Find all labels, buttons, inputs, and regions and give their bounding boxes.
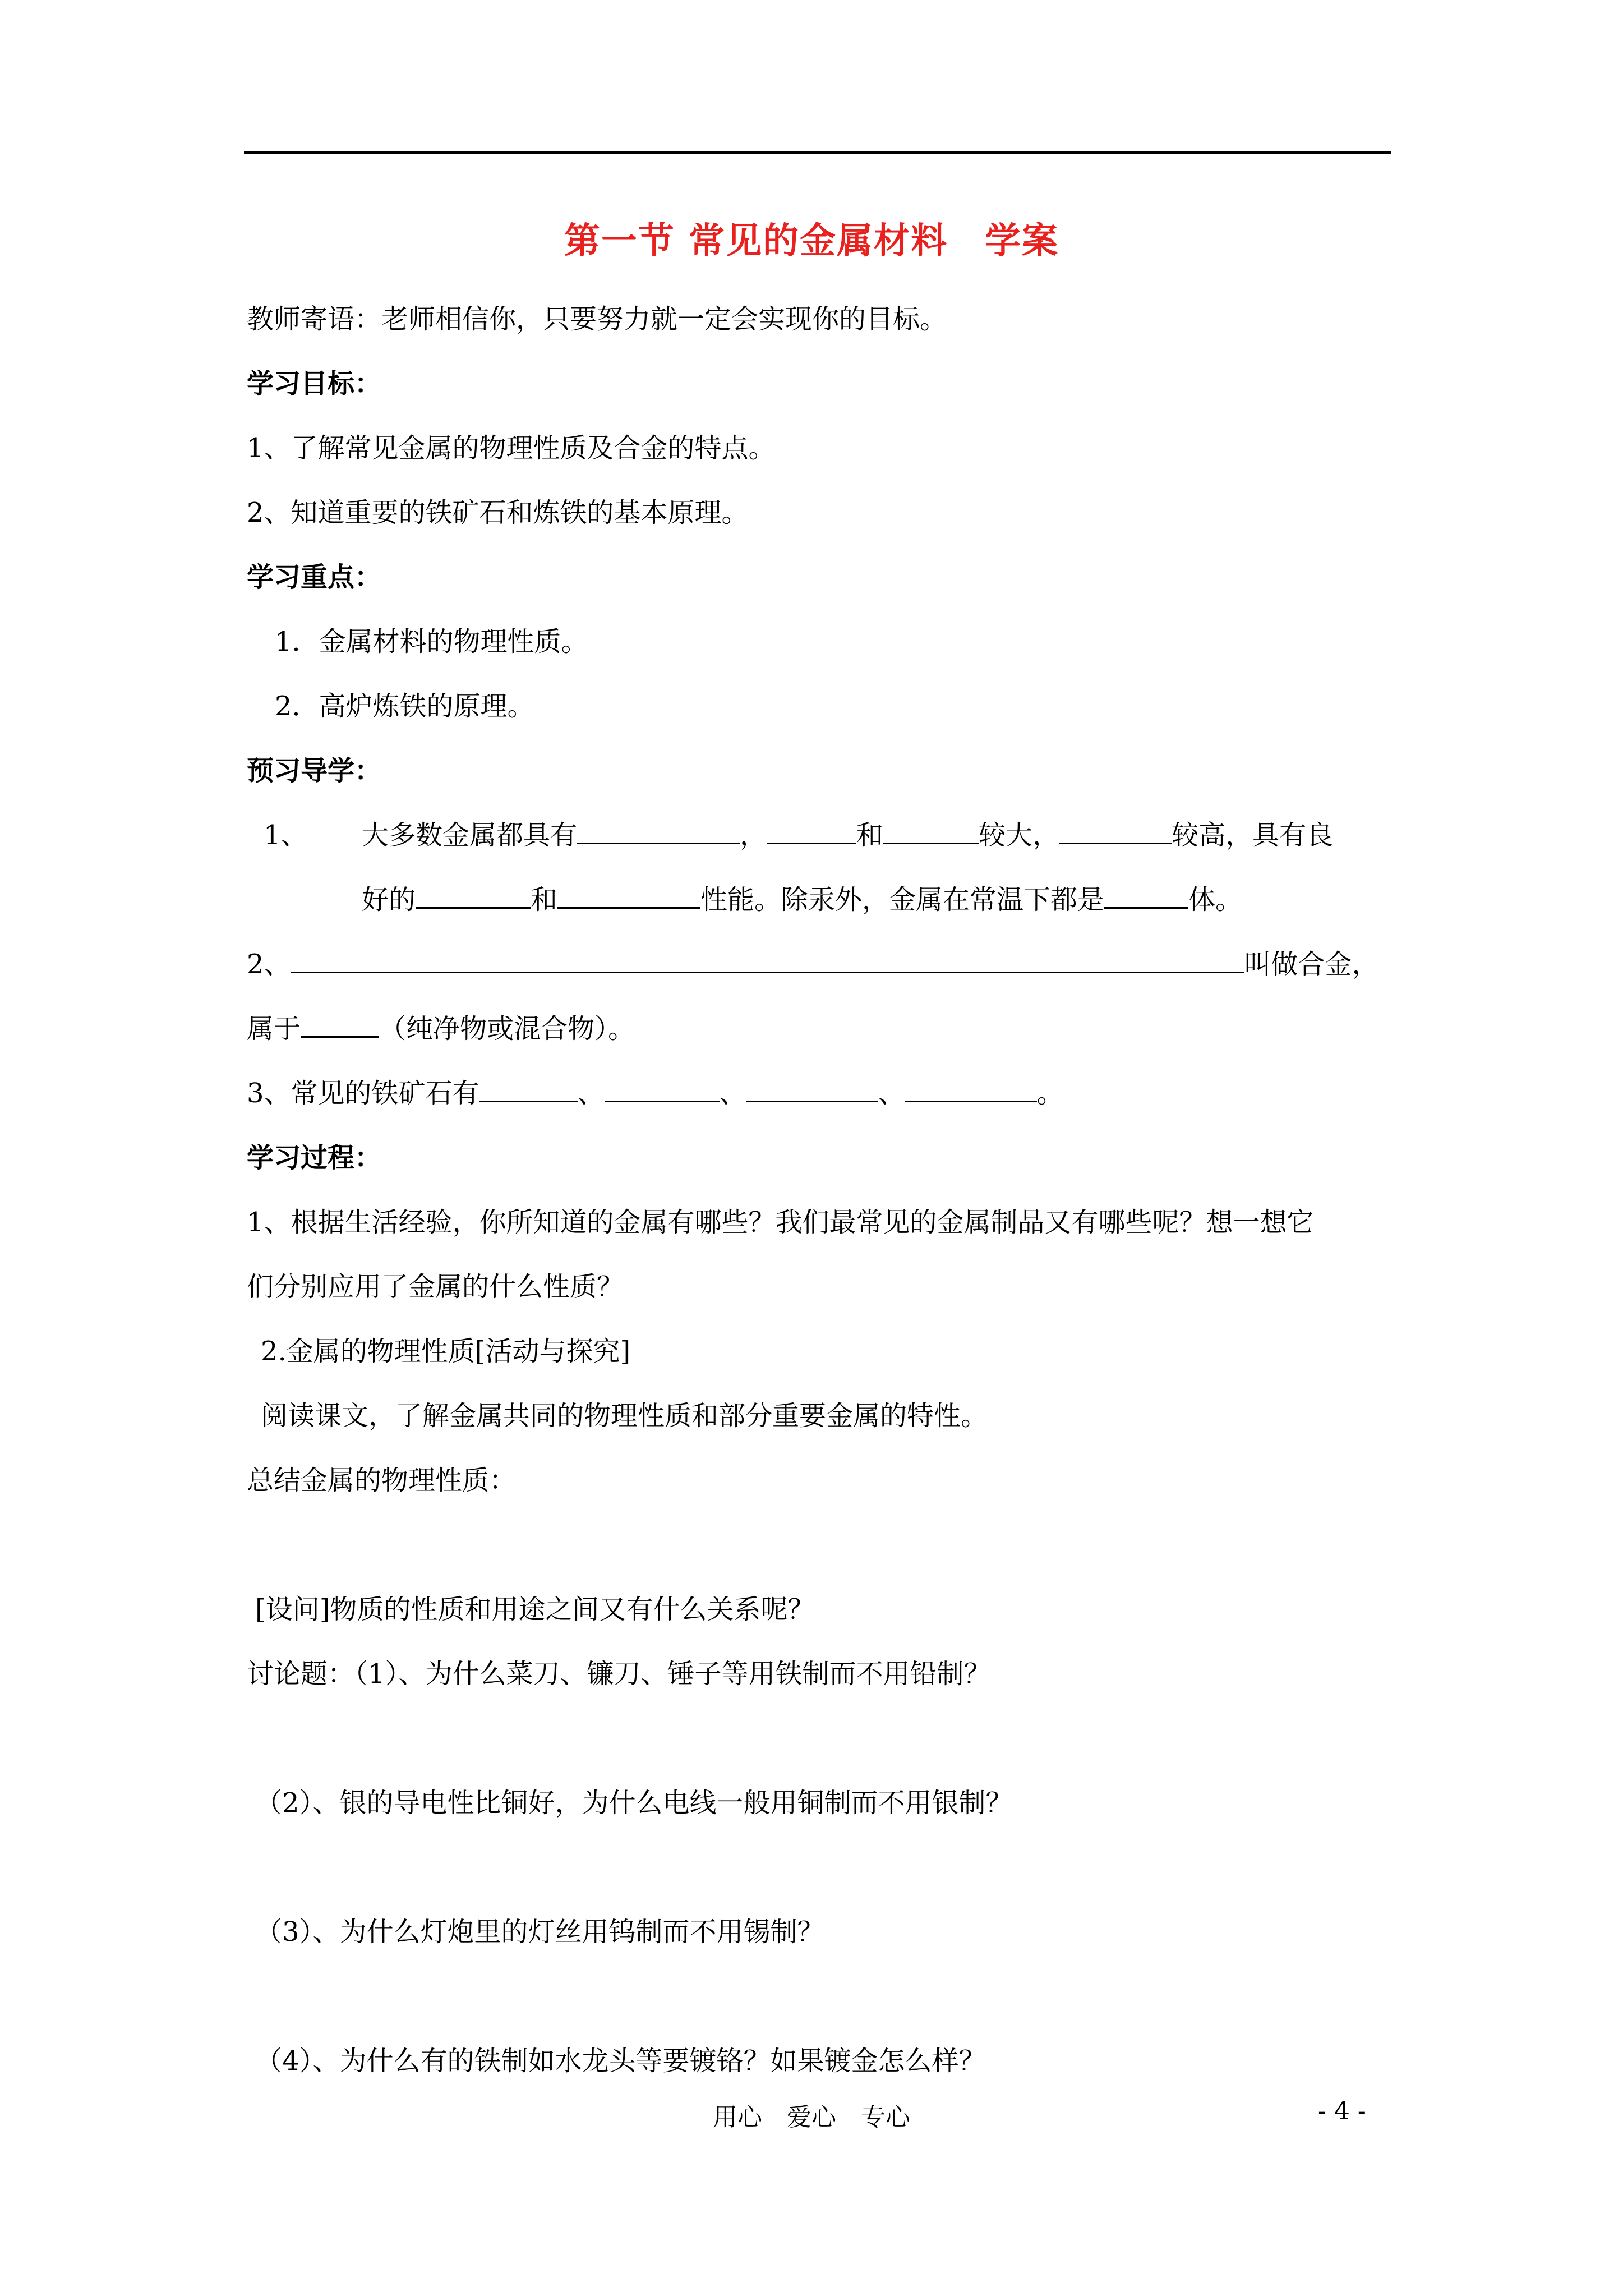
answer-blank[interactable]	[746, 1078, 878, 1102]
answer-blank[interactable]	[1059, 820, 1172, 844]
process-paragraph-4: 总结金属的物理性质：	[247, 1465, 517, 1496]
answer-blank[interactable]	[883, 820, 979, 844]
separator: 、	[719, 1078, 746, 1109]
discussion-2: （2）、银的导电性比铜好，为什么电线一般用铜制而不用银制？	[255, 1787, 1013, 1819]
objectives-heading: 学习目标：	[247, 368, 382, 399]
answer-blank[interactable]	[905, 1078, 1037, 1102]
question-text: 叫做合金，	[1244, 949, 1379, 980]
question-1-line-2	[362, 878, 1242, 917]
key-point-item: 2．高炉炼铁的原理。	[275, 691, 534, 722]
answer-blank[interactable]	[577, 820, 740, 844]
question-text: 大多数金属都具有	[362, 820, 578, 851]
question-text: 3、常见的铁矿石有	[247, 1078, 479, 1109]
question-text: 较大，	[979, 820, 1060, 851]
answer-blank[interactable]	[767, 820, 856, 844]
page-number: - 4 -	[1318, 2097, 1366, 2125]
footer-slogan: 用心 爱心 专心	[713, 2103, 910, 2132]
question-1-number: 1、	[264, 820, 308, 851]
question-prompt: [设问]物质的性质和用途之间又有什么关系呢？	[255, 1594, 815, 1625]
objective-item: 2、知道重要的铁矿石和炼铁的基本原理。	[247, 497, 749, 528]
objective-item: 1、了解常见金属的物理性质及合金的特点。	[247, 432, 776, 464]
question-1-line-1	[362, 813, 1333, 852]
question-3	[247, 1071, 1064, 1110]
question-text: 较高，具有良	[1172, 820, 1334, 851]
separator: 、	[878, 1078, 905, 1109]
question-2-line-2	[247, 1007, 635, 1046]
process-paragraph-1-cont: 们分别应用了金属的什么性质？	[247, 1271, 624, 1303]
question-text: （纯净物或混合物）。	[379, 1013, 635, 1045]
question-text: 性能。除汞外，金属在常温下都是	[700, 884, 1105, 915]
header-rule	[244, 151, 1391, 154]
process-paragraph-2: 2.金属的物理性质[活动与探究]	[261, 1336, 631, 1367]
answer-blank[interactable]	[301, 1014, 379, 1038]
answer-blank[interactable]	[416, 885, 531, 909]
answer-blank[interactable]	[1104, 885, 1188, 909]
answer-blank[interactable]	[557, 885, 700, 909]
question-text: 属于	[247, 1013, 301, 1045]
question-text: 体。	[1188, 884, 1243, 915]
question-text: 好的	[362, 884, 416, 915]
question-text: ，	[740, 820, 767, 851]
discussion-1: 讨论题：（1）、为什么菜刀、镰刀、锤子等用铁制而不用铅制？	[247, 1658, 991, 1690]
separator: 、	[577, 1078, 605, 1109]
page-title: 第一节 常见的金属材料 学案	[564, 220, 1059, 262]
question-2-line-1	[247, 942, 1379, 981]
answer-blank[interactable]	[291, 949, 1244, 973]
discussion-4: （4）、为什么有的铁制如水龙头等要镀铬？如果镀金怎么样？	[255, 2045, 986, 2077]
preview-heading: 预习导学：	[247, 755, 382, 786]
teacher-motto: 教师寄语：老师相信你，只要努力就一定会实现你的目标。	[247, 303, 947, 335]
process-heading: 学习过程：	[247, 1142, 382, 1174]
key-point-item: 1．金属材料的物理性质。	[275, 626, 588, 657]
process-paragraph-1: 1、根据生活经验，你所知道的金属有哪些？我们最常见的金属制品又有哪些呢？想一想它	[247, 1207, 1314, 1238]
answer-blank[interactable]	[479, 1078, 578, 1102]
separator: 。	[1036, 1078, 1064, 1109]
process-paragraph-3: 阅读课文，了解金属共同的物理性质和部分重要金属的特性。	[261, 1400, 988, 1432]
key-points-heading: 学习重点：	[247, 562, 382, 593]
discussion-3: （3）、为什么灯炮里的灯丝用钨制而不用锡制？	[255, 1916, 824, 1948]
question-number: 2、	[247, 949, 291, 980]
answer-blank[interactable]	[605, 1078, 720, 1102]
question-text: 和	[856, 820, 884, 851]
question-text: 和	[531, 884, 558, 915]
